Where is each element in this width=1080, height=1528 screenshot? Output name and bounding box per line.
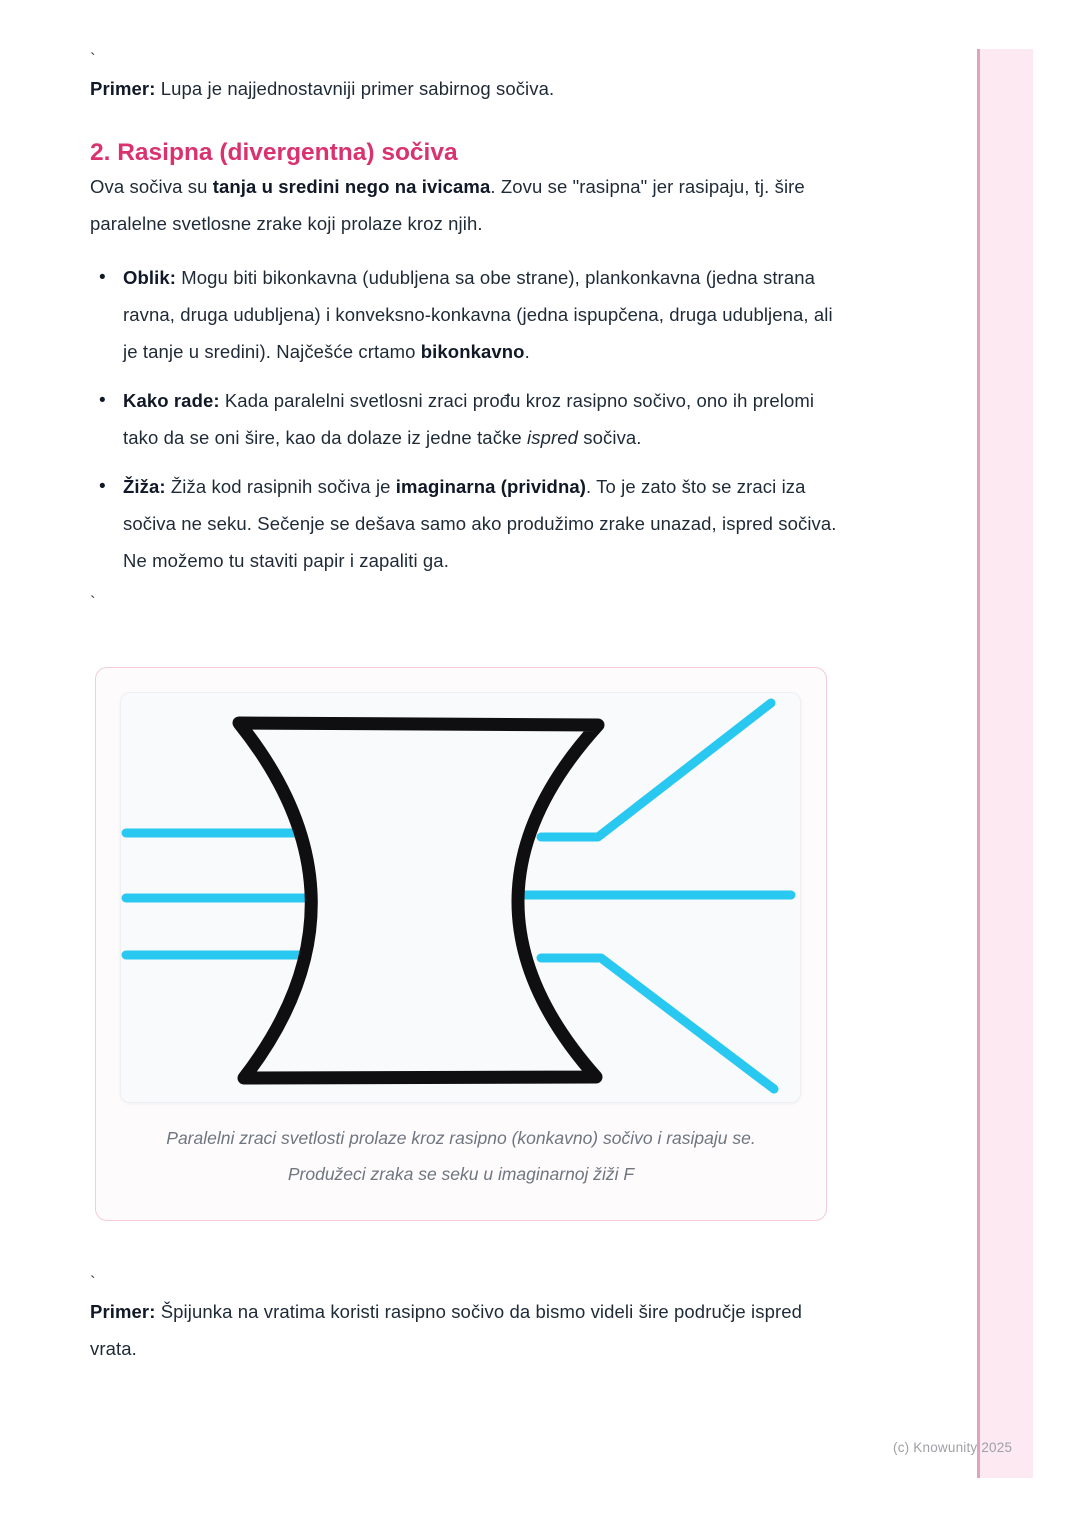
figure-caption-line-2: Produžeci zraka se seku u imaginarnoj žiži F — [287, 1164, 635, 1184]
figure-caption-line-1: Paralelni zraci svetlosti prolaze kroz rasipno (konkavno) sočivo i rasipaju se. — [166, 1128, 756, 1148]
intro-lead: Primer: — [90, 78, 156, 99]
bullet-kako-rade-text-2: sočiva. — [578, 427, 642, 448]
bullet-ziza — [90, 468, 838, 579]
bullet-oblik-lead: Oblik: — [123, 267, 177, 288]
intro-paragraph — [90, 70, 838, 107]
outro-lead: Primer: — [90, 1301, 156, 1322]
bullet-ziza-lead: Žiža: — [123, 476, 166, 497]
bullet-ziza-bold: imaginarna (prividna) — [395, 476, 586, 497]
stray-backtick-middle: ` — [90, 593, 96, 612]
ray-right-bottom-diverging — [541, 958, 774, 1089]
bullet-kako-rade-italic: ispred — [527, 427, 579, 448]
bullet-list — [90, 259, 838, 579]
intro-text: Lupa je najjednostavniji primer sabirnog sočiva. — [155, 78, 555, 99]
stray-backtick-bottom: ` — [90, 1273, 96, 1292]
outro-paragraph — [90, 1293, 838, 1367]
lede-text-1: Ova sočiva su — [90, 176, 213, 197]
bullet-kako-rade — [90, 382, 838, 456]
stray-backtick-top: ` — [90, 50, 96, 69]
outro-text: Špijunka na vratima koristi rasipno sočivo da bismo videli šire područje ispred vrata. — [90, 1301, 803, 1359]
lede-paragraph — [90, 168, 838, 242]
figure-caption — [120, 1120, 802, 1192]
bullet-kako-rade-lead: Kako rade: — [123, 390, 220, 411]
bullet-oblik-text-2: . — [524, 341, 530, 362]
section-heading: 2. Rasipna (divergentna) sočiva — [90, 139, 458, 166]
lede-bold: tanja u sredini nego na ivicama — [212, 176, 491, 197]
copyright-watermark: (c) Knowunity 2025 — [893, 1440, 1013, 1455]
diverging-lens-diagram — [121, 693, 801, 1103]
bullet-oblik-text-1: Mogu biti bikonkavna (udubljena sa obe strane), plankonkavna (jedna strana ravna, druga udubljena) i konveksno-konkavna (jedna ispupčena, druga udubljena, ali je tanje u sredini). Najčešće crtamo — [123, 267, 833, 362]
lens-figure-card — [95, 667, 827, 1221]
lens-figure-panel — [120, 692, 801, 1103]
page-edge-pink-stripe — [977, 49, 1033, 1478]
bullet-kako-rade-text-1: Kada paralelni svetlosni zraci prođu kroz rasipno sočivo, ono ih prelomi tako da se oni šire, kao da dolaze iz jedne tačke — [123, 390, 815, 448]
bullet-ziza-text-2: . To je zato što se zraci iza sočiva ne seku. Sečenje se dešava samo ako produžimo zrake unazad, ispred sočiva. Ne možemo tu staviti papir i zapaliti ga. — [123, 476, 837, 571]
bullet-oblik — [90, 259, 838, 370]
bullet-ziza-text-1: Žiža kod rasipnih sočiva je — [165, 476, 396, 497]
bullet-oblik-bold: bikonkavno — [420, 341, 525, 362]
document-content — [90, 0, 838, 1367]
lede-text-2: . Zovu se "rasipna" jer rasipaju, tj. šire paralelne svetlosne zrake koji prolaze kroz njih. — [90, 176, 805, 234]
